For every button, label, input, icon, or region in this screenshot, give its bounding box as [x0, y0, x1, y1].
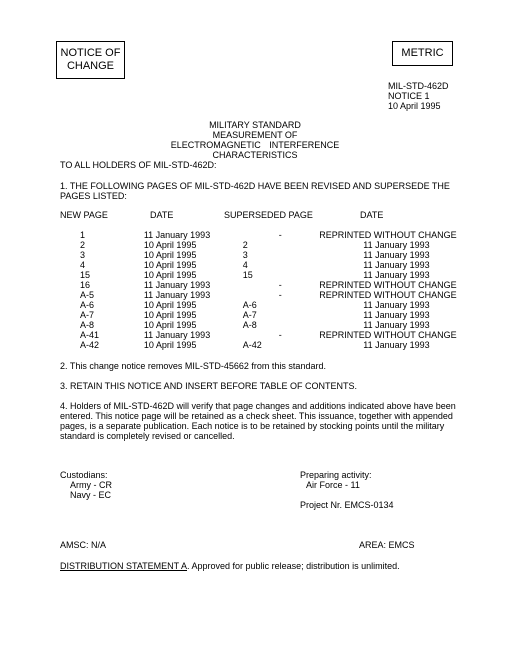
title-line-3: ELECTROMAGNETIC INTERFERENCE: [170, 140, 340, 150]
row-superseded-date: REPRINTED WITHOUT CHANGE: [319, 230, 457, 240]
row-superseded-page: -: [278, 230, 282, 240]
notice-date: 10 April 1995: [388, 101, 441, 111]
distribution-label: DISTRIBUTION STATEMENT A: [60, 561, 188, 571]
row-new-page: A-8: [80, 320, 95, 330]
row-superseded-date: REPRINTED WITHOUT CHANGE: [319, 280, 457, 290]
table-row: [60, 260, 510, 270]
row-superseded-date: 11 January 1993: [363, 240, 430, 250]
custodian-army: Army - CR: [70, 480, 112, 490]
row-new-page: A-7: [80, 310, 95, 320]
notice-box-line-2: CHANGE: [66, 60, 115, 72]
item-1-line-2: PAGES LISTED:: [60, 191, 127, 201]
row-date: 11 January 1993: [143, 290, 211, 300]
item-4: [60, 401, 460, 441]
table-row: [60, 230, 510, 240]
notice-number: NOTICE 1: [388, 91, 430, 101]
area: AREA: EMCS: [359, 540, 415, 550]
row-superseded-page: 3: [242, 250, 248, 260]
row-superseded-page: -: [278, 290, 282, 300]
project-number: Project Nr. EMCS-0134: [300, 500, 394, 510]
item-4-line-3: pages, is a separate publication. Each notice is to be retained by stocking points until the military: [60, 421, 445, 431]
row-new-page: 1: [80, 230, 86, 240]
row-superseded-date: 11 January 1993: [363, 320, 430, 330]
row-date: 10 April 1995: [143, 300, 197, 310]
preparing-label: Preparing activity:: [300, 470, 372, 480]
doc-id: MIL-STD-462D: [388, 81, 449, 91]
row-superseded-page: -: [278, 280, 282, 290]
table-row: [60, 330, 510, 340]
distribution-text: . Approved for public release; distribution is unlimited.: [187, 561, 400, 571]
row-date: 10 April 1995: [143, 310, 197, 320]
item-4-line-4: standard is completely revised or cancelled.: [60, 431, 235, 441]
title-line-1: MILITARY STANDARD: [209, 120, 301, 130]
col-header-superseded-page: SUPERSEDED PAGE: [224, 210, 313, 220]
notice-box-line-1: NOTICE OF: [60, 47, 121, 59]
doc-identifier-block: [388, 81, 488, 111]
row-new-page: 4: [80, 260, 86, 270]
row-date: 10 April 1995: [143, 320, 197, 330]
custodians-block: [60, 470, 112, 500]
row-new-page: A-5: [80, 290, 95, 300]
table-row: [60, 310, 510, 320]
table-row: [60, 290, 510, 300]
row-new-page: A-41: [80, 330, 100, 340]
row-new-page: A-6: [80, 300, 95, 310]
row-superseded-date: 11 January 1993: [363, 260, 430, 270]
table-row: [60, 280, 510, 290]
row-date: 10 April 1995: [143, 240, 197, 250]
table-row: [60, 320, 510, 330]
row-date: 10 April 1995: [143, 270, 197, 280]
metric-label: METRIC: [401, 47, 444, 59]
item-4-line-1: 4. Holders of MIL-STD-462D will verify that page changes and additions indicated above have been: [60, 401, 456, 411]
col-header-new-page: NEW PAGE: [60, 210, 108, 220]
title-line-4: CHARACTERISTICS: [212, 150, 298, 160]
row-new-page: 3: [80, 250, 86, 260]
metric-box: [392, 41, 453, 66]
row-date: 11 January 1993: [143, 230, 211, 240]
row-date: 11 January 1993: [143, 280, 211, 290]
row-superseded-page: A-8: [242, 320, 257, 330]
item-1-line-1: 1. THE FOLLOWING PAGES OF MIL-STD-462D HAVE BEEN REVISED AND SUPERSEDE THE: [60, 181, 450, 191]
notice-of-change-box: [56, 41, 125, 79]
row-date: 10 April 1995: [143, 260, 197, 270]
row-superseded-date: 11 January 1993: [363, 270, 430, 280]
row-new-page: 2: [80, 240, 86, 250]
row-superseded-page: 15: [242, 270, 253, 280]
pages-table: [60, 230, 510, 350]
distribution-statement: [60, 561, 400, 571]
preparing-activity-block: [300, 470, 394, 510]
row-date: 10 April 1995: [143, 340, 197, 350]
row-superseded-date: 11 January 1993: [363, 300, 430, 310]
row-superseded-page: -: [278, 330, 282, 340]
table-row: [60, 250, 510, 260]
row-superseded-date: 11 January 1993: [363, 250, 430, 260]
item-4-line-2: entered. This notice page will be retained as a check sheet. This issuance, together with appended: [60, 411, 453, 421]
table-row: [60, 240, 510, 250]
custodians-label: Custodians:: [60, 470, 108, 480]
row-date: 10 April 1995: [143, 250, 197, 260]
row-superseded-page: 4: [242, 260, 248, 270]
to-holders: TO ALL HOLDERS OF MIL-STD-462D:: [60, 160, 217, 170]
row-new-page: 16: [80, 280, 91, 290]
row-superseded-page: A-42: [242, 340, 262, 350]
item-1: [60, 181, 460, 201]
row-superseded-page: A-6: [242, 300, 257, 310]
item-3: 3. RETAIN THIS NOTICE AND INSERT BEFORE TABLE OF CONTENTS.: [60, 381, 358, 391]
item-2: 2. This change notice removes MIL-STD-45662 from this standard.: [60, 361, 326, 371]
table-row: [60, 340, 510, 350]
table-row: [60, 300, 510, 310]
custodian-navy: Navy - EC: [70, 490, 112, 500]
row-superseded-page: A-7: [242, 310, 257, 320]
row-superseded-date: REPRINTED WITHOUT CHANGE: [319, 330, 457, 340]
amsc: AMSC: N/A: [60, 540, 107, 550]
table-row: [60, 270, 510, 280]
row-superseded-date: REPRINTED WITHOUT CHANGE: [319, 290, 457, 300]
row-superseded-date: 11 January 1993: [363, 310, 430, 320]
document-title: [0, 120, 510, 160]
row-new-page: A-42: [80, 340, 100, 350]
col-header-superseded-date: DATE: [360, 210, 384, 220]
title-line-2: MEASUREMENT OF: [212, 130, 298, 140]
col-header-date: DATE: [150, 210, 174, 220]
row-superseded-date: 11 January 1993: [363, 340, 430, 350]
row-new-page: 15: [80, 270, 91, 280]
preparing-activity: Air Force - 11: [306, 480, 360, 490]
row-date: 11 January 1993: [143, 330, 211, 340]
row-superseded-page: 2: [242, 240, 248, 250]
